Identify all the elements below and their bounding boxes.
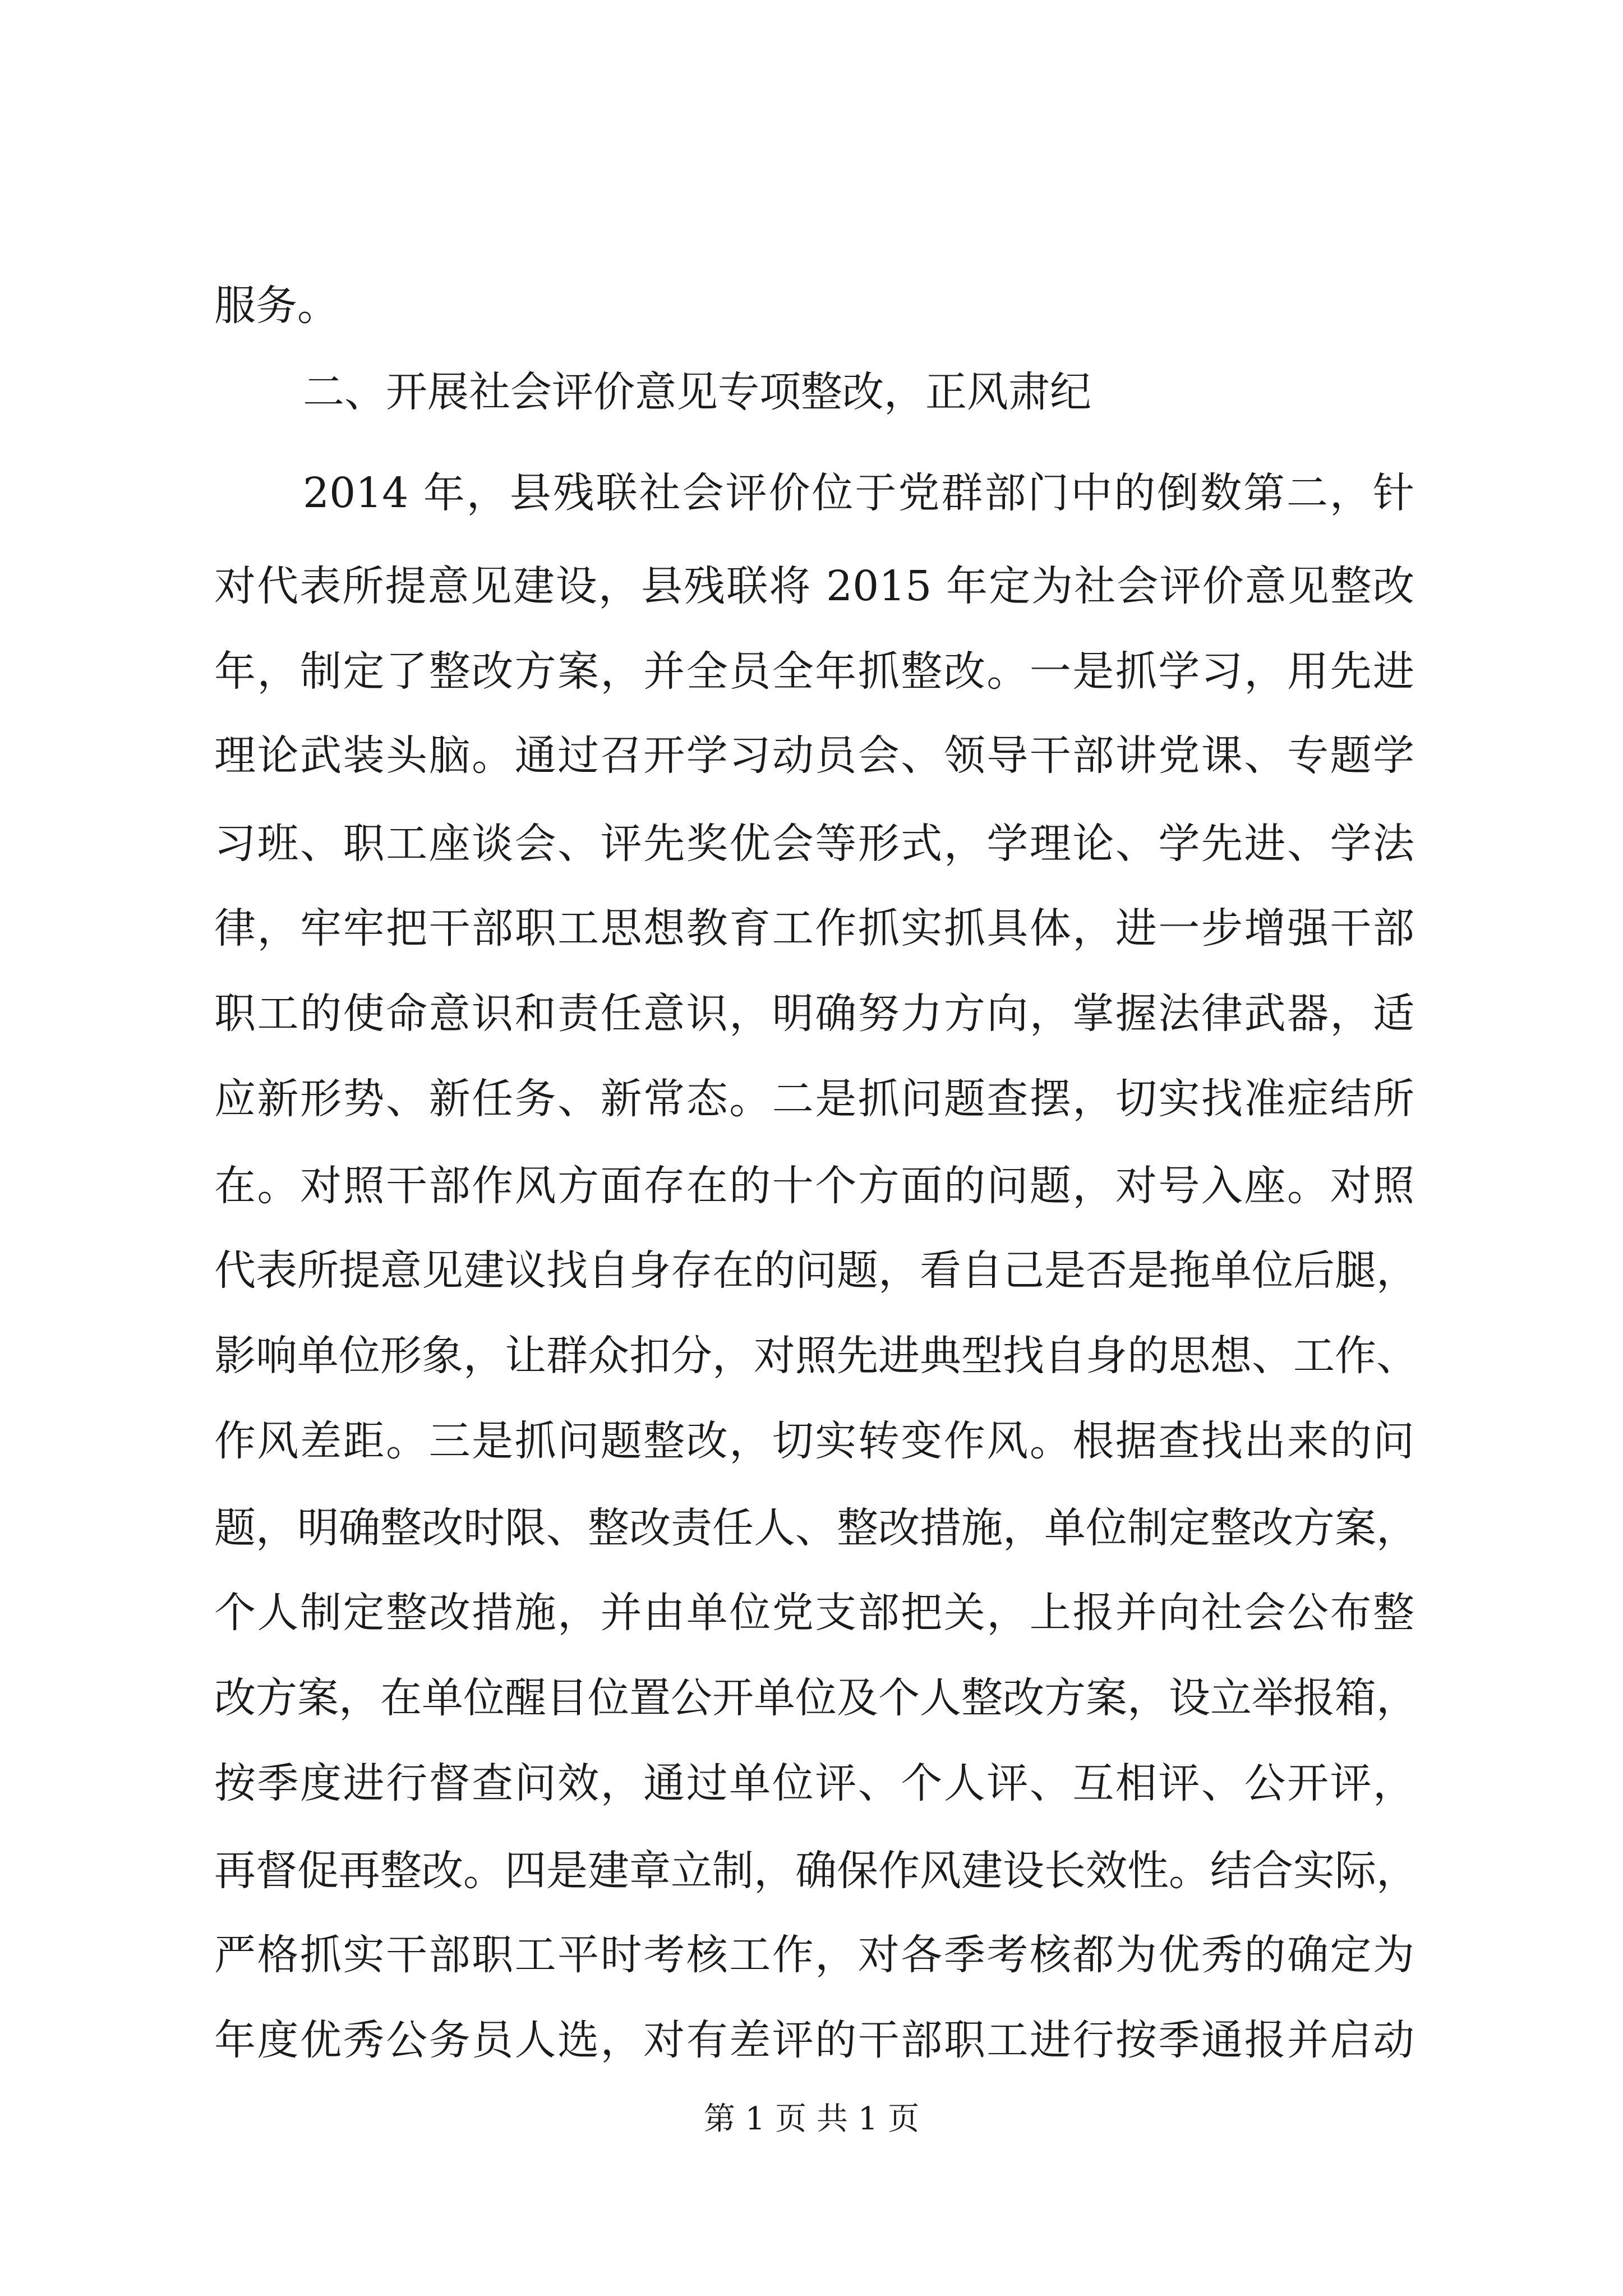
text-line-7: 习班、职工座谈会、评先奖优会等形式，学理论、学先进、学法 (214, 820, 1414, 868)
text-line-20: 严格抓实干部职工平时考核工作，对各季考核都为优秀的确定为 (214, 1931, 1414, 1979)
text-line-16: 个人制定整改措施，并由单位党支部把关，上报并向社会公布整 (214, 1589, 1414, 1637)
text-line-13: 影响单位形象，让群众扣分，对照先进典型找自身的思想、工作、 (214, 1332, 1418, 1380)
text-line-18: 按季度进行督查问效，通过单位评、个人评、互相评、公开评， (214, 1759, 1414, 1807)
text-line-6: 理论武装头脑。通过召开学习动员会、领导干部讲党课、专题学 (214, 731, 1414, 780)
text-line-21: 年度优秀公务员人选，对有差评的干部职工进行按季通报并启动 (214, 2016, 1414, 2064)
text-line-5: 年，制定了整改方案，并全员全年抓整改。一是抓学习，用先进 (214, 647, 1414, 696)
text-line-1: 服务。 (214, 282, 339, 330)
text-line-12: 代表所提意见建议找自身存在的问题，看自己是否是拖单位后腿， (214, 1246, 1418, 1295)
text-line-11: 在。对照干部作风方面存在的十个方面的问题，对号入座。对照 (214, 1162, 1414, 1210)
section-heading: 二、开展社会评价意见专项整改，正风肃纪 (303, 368, 1091, 416)
text-line-17: 改方案，在单位醒目位置公开单位及个人整改方案，设立举报箱， (214, 1674, 1418, 1722)
text-line-19: 再督促再整改。四是建章立制，确保作风建设长效性。结合实际， (214, 1847, 1418, 1895)
text-line-4: 对代表所提意见建设，县残联将 2015 年定为社会评价意见整改 (214, 562, 1414, 610)
text-line-15: 题，明确整改时限、整改责任人、整改措施，单位制定整改方案， (214, 1504, 1418, 1552)
text-line-10: 应新形势、新任务、新常态。二是抓问题查摆，切实找准症结所 (214, 1075, 1414, 1123)
text-line-9: 职工的使命意识和责任意识，明确努力方向，掌握法律武器，适 (214, 990, 1414, 1038)
text-line-14: 作风差距。三是抓问题整改，切实转变作风。根据查找出来的问 (214, 1417, 1414, 1465)
text-line-8: 律，牢牢把干部职工思想教育工作抓实抓具体，进一步增强干部 (214, 904, 1414, 953)
text-line-3: 2014 年，县残联社会评价位于党群部门中的倒数第二，针 (303, 469, 1414, 517)
page-number-footer: 第 1 页 共 1 页 (703, 2101, 920, 2137)
